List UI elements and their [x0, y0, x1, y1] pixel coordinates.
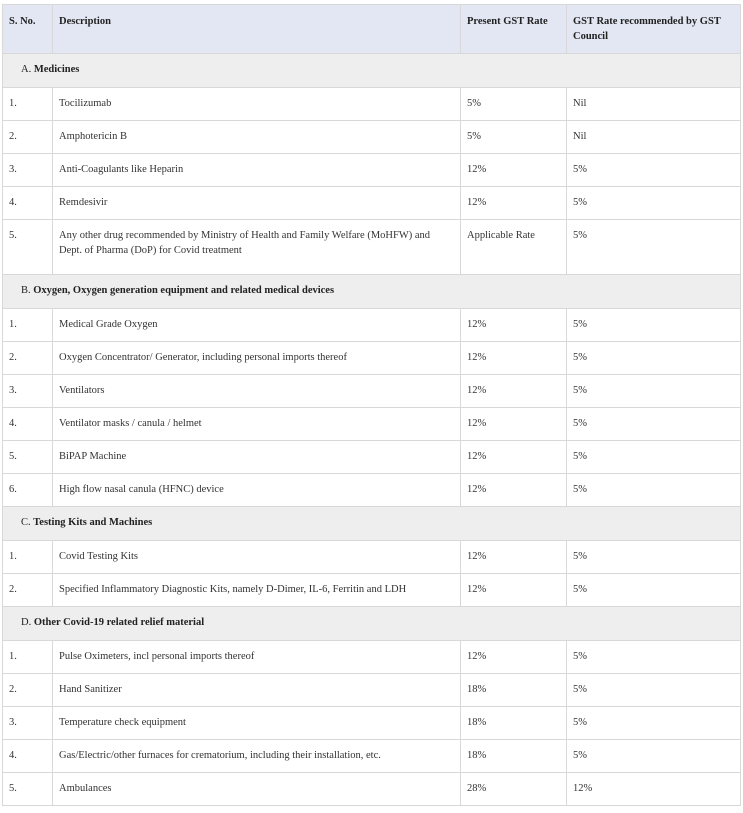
section-header-row	[3, 507, 741, 541]
cell-sno: 2.	[3, 342, 53, 375]
cell-description: BiPAP Machine	[53, 441, 461, 474]
section-title	[3, 607, 741, 641]
cell-sno: 2.	[3, 121, 53, 154]
section-title	[3, 507, 741, 541]
section-name: Oxygen, Oxygen generation equipment and related medical devices	[33, 285, 335, 296]
cell-sno: 4.	[3, 740, 53, 773]
cell-description: Pulse Oximeters, incl personal imports thereof	[53, 641, 461, 674]
cell-present-rate: 12%	[461, 375, 567, 408]
cell-recommended-rate: 12%	[567, 773, 741, 806]
cell-present-rate: 12%	[461, 541, 567, 574]
table-row	[3, 375, 741, 408]
cell-present-rate: 12%	[461, 441, 567, 474]
cell-sno: 4.	[3, 187, 53, 220]
table-row	[3, 342, 741, 375]
header-sno: S. No.	[3, 5, 53, 54]
cell-present-rate: 12%	[461, 154, 567, 187]
cell-sno: 3.	[3, 707, 53, 740]
section-name: Other Covid-19 related relief material	[33, 617, 205, 628]
table-row	[3, 574, 741, 607]
cell-recommended-rate: 5%	[567, 375, 741, 408]
gst-rate-table	[2, 4, 741, 806]
cell-recommended-rate: Nil	[567, 88, 741, 121]
cell-recommended-rate: 5%	[567, 220, 741, 275]
table-row	[3, 408, 741, 441]
cell-recommended-rate: 5%	[567, 187, 741, 220]
cell-present-rate: 18%	[461, 707, 567, 740]
cell-sno: 2.	[3, 574, 53, 607]
cell-sno: 5.	[3, 441, 53, 474]
table-row	[3, 187, 741, 220]
cell-recommended-rate: 5%	[567, 641, 741, 674]
cell-description: Specified Inflammatory Diagnostic Kits, namely D-Dimer, IL-6, Ferritin and LDH	[53, 574, 461, 607]
cell-present-rate: 5%	[461, 121, 567, 154]
cell-present-rate: 12%	[461, 641, 567, 674]
cell-description: High flow nasal canula (HFNC) device	[53, 474, 461, 507]
cell-sno: 1.	[3, 88, 53, 121]
table-row	[3, 641, 741, 674]
cell-description: Hand Sanitizer	[53, 674, 461, 707]
cell-sno: 2.	[3, 674, 53, 707]
table-row	[3, 541, 741, 574]
cell-description: Anti-Coagulants like Heparin	[53, 154, 461, 187]
section-header-row	[3, 275, 741, 309]
table-row	[3, 707, 741, 740]
cell-present-rate: 12%	[461, 342, 567, 375]
section-letter: C.	[21, 517, 31, 528]
cell-present-rate: Applicable Rate	[461, 220, 567, 275]
cell-description: Tocilizumab	[53, 88, 461, 121]
section-letter: B.	[21, 285, 31, 296]
cell-description: Covid Testing Kits	[53, 541, 461, 574]
cell-present-rate: 12%	[461, 574, 567, 607]
cell-description: Ambulances	[53, 773, 461, 806]
table-row	[3, 121, 741, 154]
section-header-row	[3, 54, 741, 88]
cell-sno: 1.	[3, 309, 53, 342]
cell-recommended-rate: 5%	[567, 309, 741, 342]
cell-sno: 1.	[3, 641, 53, 674]
cell-recommended-rate: 5%	[567, 154, 741, 187]
cell-sno: 5.	[3, 773, 53, 806]
cell-present-rate: 18%	[461, 674, 567, 707]
cell-recommended-rate: 5%	[567, 342, 741, 375]
cell-description: Oxygen Concentrator/ Generator, including personal imports thereof	[53, 342, 461, 375]
cell-description: Gas/Electric/other furnaces for crematorium, including their installation, etc.	[53, 740, 461, 773]
table-row	[3, 441, 741, 474]
cell-recommended-rate: 5%	[567, 408, 741, 441]
table-row	[3, 309, 741, 342]
cell-description: Medical Grade Oxygen	[53, 309, 461, 342]
cell-present-rate: 28%	[461, 773, 567, 806]
cell-recommended-rate: 5%	[567, 740, 741, 773]
table-row	[3, 474, 741, 507]
cell-present-rate: 12%	[461, 408, 567, 441]
table-row	[3, 220, 741, 275]
cell-present-rate: 12%	[461, 474, 567, 507]
cell-present-rate: 12%	[461, 309, 567, 342]
cell-sno: 1.	[3, 541, 53, 574]
cell-sno: 5.	[3, 220, 53, 275]
cell-sno: 3.	[3, 375, 53, 408]
section-title	[3, 54, 741, 88]
header-present-rate: Present GST Rate	[461, 5, 567, 54]
section-header-row	[3, 607, 741, 641]
cell-description: Ventilator masks / canula / helmet	[53, 408, 461, 441]
header-description: Description	[53, 5, 461, 54]
cell-description: Temperature check equipment	[53, 707, 461, 740]
section-letter: A.	[21, 64, 32, 75]
cell-sno: 3.	[3, 154, 53, 187]
cell-recommended-rate: 5%	[567, 474, 741, 507]
table-row	[3, 154, 741, 187]
table-row	[3, 674, 741, 707]
section-name: Testing Kits and Machines	[33, 517, 153, 528]
cell-recommended-rate: 5%	[567, 674, 741, 707]
cell-present-rate: 18%	[461, 740, 567, 773]
cell-sno: 4.	[3, 408, 53, 441]
cell-description: Any other drug recommended by Ministry of Health and Family Welfare (MoHFW) and Dept. of Pharma (DoP) for Covid treatment	[53, 220, 461, 275]
section-title	[3, 275, 741, 309]
table-row	[3, 88, 741, 121]
section-letter: D.	[21, 617, 32, 628]
cell-present-rate: 12%	[461, 187, 567, 220]
section-name: Medicines	[33, 64, 80, 75]
header-row	[3, 5, 741, 54]
cell-recommended-rate: 5%	[567, 707, 741, 740]
cell-recommended-rate: Nil	[567, 121, 741, 154]
cell-description: Remdesivir	[53, 187, 461, 220]
cell-present-rate: 5%	[461, 88, 567, 121]
cell-description: Ventilators	[53, 375, 461, 408]
cell-recommended-rate: 5%	[567, 574, 741, 607]
cell-recommended-rate: 5%	[567, 441, 741, 474]
cell-sno: 6.	[3, 474, 53, 507]
cell-description: Amphotericin B	[53, 121, 461, 154]
table-body	[3, 54, 741, 806]
table-row	[3, 773, 741, 806]
header-recommended-rate: GST Rate recommended by GST Council	[567, 5, 741, 54]
cell-recommended-rate: 5%	[567, 541, 741, 574]
table-row	[3, 740, 741, 773]
